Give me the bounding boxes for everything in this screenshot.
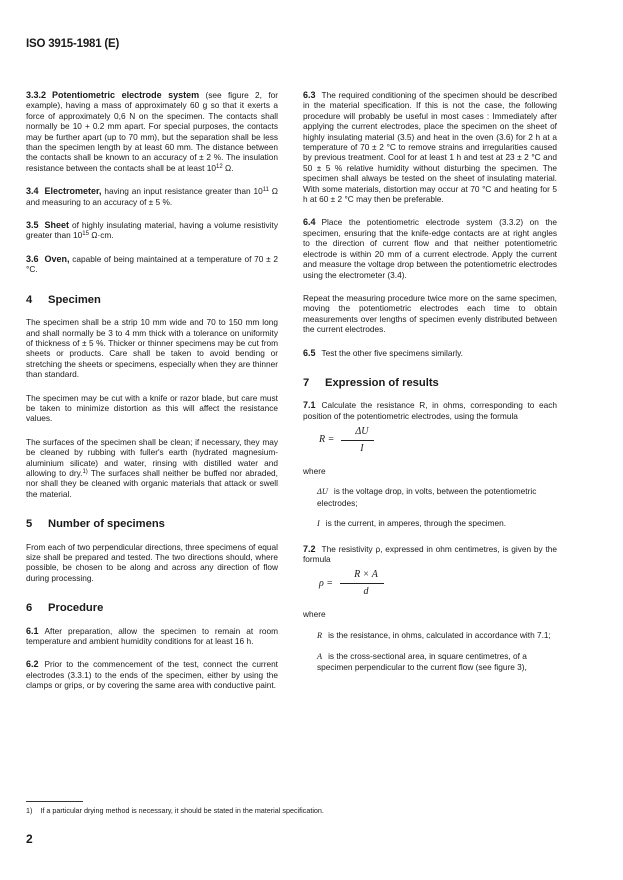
definition-a <box>317 651 557 673</box>
clause-text: Calculate the resistance R, in ohms, corresponding to each position of the potentiometric electrodes, using the formula <box>303 400 557 421</box>
clause-7-2 <box>303 544 557 565</box>
definition-text: is the resistance, in ohms, calculated in accordance with 7.1; <box>328 629 551 640</box>
clause-text: Place the potentiometric electrode system (3.3.2) on the specimen, ensuring that the knife-edge contacts are at right angles to the direction of current flow and that neither potentiometric electrode is within 20 mm of a current electrode. Apply the current and measure the voltage drop between the potentiometric electrodes using the electrometer (3.4). <box>303 217 557 280</box>
section-heading-expression-of-results <box>303 378 557 388</box>
clause-title: Potentiometric electrode system <box>52 90 200 100</box>
symbol: I <box>317 519 320 529</box>
clause-text: Ω. <box>222 162 234 173</box>
exponent: 15 <box>82 231 89 238</box>
footnote <box>26 806 324 815</box>
symbol: ΔU <box>317 487 328 497</box>
number-of-specimens-paragraph: From each of two perpendicular directions, three specimens of equal size shall be prepared and tested. The two directions should, where possible, be chosen to be along and across any direction of flow during processing. <box>26 541 278 583</box>
clause-number: 6.1 <box>26 625 39 636</box>
clause-text: The required conditioning of the specimen should be described in the material specification. If this is not the case, the following procedure will probably be useful in most cases : Immediately after applying the current electrodes, place the specimen on the sheet of highly insulating material (3.5) and heat in the oven (3.6) for 2 h at a temperature of 70 ± 2 °C to remove strains and irregularities caused by previous treatment. Cool for at least 1 h and test at 23 ± 2 °C and 50 ± 5 % relative humidity without disturbing the specimen. The specimen shall always be tested on the sheet of insulating material. With some materials, distortion may occur at 70 °C and heating for 5 h at 60 ± 2 °C may then be preferable. <box>303 90 557 205</box>
clause-text: After preparation, allow the specimen to remain at room temperature and ambient humidity conditions for at least 16 h. <box>26 625 278 647</box>
footnote-reference: 1) <box>82 468 88 475</box>
clause-7-1 <box>303 400 557 421</box>
clause-3-5 <box>26 220 278 241</box>
definition-text: is the voltage drop, in volts, between the potentiometric electrodes; <box>317 486 537 508</box>
clause-3-3-2 <box>26 90 278 173</box>
clause-number: 7.1 <box>303 400 316 411</box>
section-number: 6 <box>26 602 33 615</box>
clause-number: 3.3.2 <box>26 90 47 100</box>
specimen-paragraph-1: The specimen shall be a strip 10 mm wide and 70 to 150 mm long and shall normally be 3 to 4 mm thick with a tolerance on uniformity of thickness of ± 5 %. Thicker or thinner specimens may be cut from sheets or products. Care shall be taken to avoid bending or stretching the sheets or specimens, especially when they are thinner than standard. <box>26 317 278 380</box>
clause-number: 7.2 <box>303 543 316 554</box>
clause-title: Electrometer, <box>44 186 102 197</box>
clause-title: Oven, <box>44 253 70 264</box>
exponent: 11 <box>262 187 269 194</box>
resistance-formula <box>319 427 557 454</box>
clause-number: 3.5 <box>26 220 39 231</box>
footnote-text: If a particular drying method is necessary, it should be stated in the material specification. <box>40 806 324 815</box>
left-column <box>26 90 278 704</box>
clause-text: Prior to the commencement of the test, connect the current electrodes (3.3.1) to the ends of the specimen, either by using the clamps or grips, or by covering the same area with conductive paint. <box>26 659 278 691</box>
section-number: 5 <box>26 518 33 531</box>
resistivity-formula <box>319 570 557 597</box>
clause-text: The resistivity ρ, expressed in ohm centimetres, is given by the formula <box>303 543 557 564</box>
section-heading-procedure <box>26 603 278 613</box>
definition-i <box>317 518 557 529</box>
symbol: R <box>317 630 323 640</box>
section-title: Specimen <box>48 293 101 306</box>
specimen-paragraph-3 <box>26 437 278 499</box>
clause-text: Ω and measuring to an accuracy of ± 5 %. <box>26 186 278 207</box>
numerator: ΔU <box>341 427 374 440</box>
clause-number: 6.5 <box>303 347 316 358</box>
clause-number: 6.4 <box>303 217 316 228</box>
clause-3-4 <box>26 186 278 207</box>
clause-number: 6.3 <box>303 90 316 100</box>
numerator: R × A <box>340 570 384 583</box>
clause-title: Sheet <box>44 220 70 231</box>
fraction <box>340 570 384 597</box>
section-number: 7 <box>303 376 310 389</box>
document-header: ISO 3915-1981 (E) <box>26 38 120 50</box>
clause-6-4-paragraph-2: Repeat the measuring procedure twice more on the same specimen, moving the potentiometric electrodes each time to obtain measurements over lengths of specimen evenly distributed between the current electrodes. <box>303 292 557 335</box>
clause-text: having an input resistance greater than 10 <box>101 186 263 197</box>
clause-number: 3.4 <box>26 186 39 197</box>
section-heading-number-of-specimens <box>26 519 278 529</box>
footnote-divider <box>26 801 83 802</box>
paragraph-text: The surfaces shall neither be buffed nor abraded, nor shall they be cleaned with organic materials that attack or swell the material. <box>26 467 278 499</box>
clause-text: capable of being maintained at a temperature of 70 ± 2 °C. <box>26 253 278 275</box>
section-number: 4 <box>26 293 33 306</box>
specimen-paragraph-2: The specimen may be cut with a knife or razor blade, but care must be taken to minimize distortion as this will affect the resistance values. <box>26 392 278 424</box>
clause-6-4 <box>303 217 557 279</box>
clause-number: 6.2 <box>26 659 39 670</box>
section-title: Procedure <box>48 602 104 615</box>
right-column <box>303 90 557 683</box>
symbol: A <box>317 652 323 662</box>
definition-text: is the current, in amperes, through the specimen. <box>325 518 507 529</box>
clause-6-5 <box>303 348 557 358</box>
formula-lhs: ρ = <box>319 577 334 589</box>
where-label: where <box>303 465 326 476</box>
clause-6-2 <box>26 659 278 690</box>
section-title: Number of specimens <box>48 518 165 531</box>
formula-lhs: R = <box>319 434 335 446</box>
definition-r <box>317 630 557 641</box>
clause-text: Test the other five specimens similarly. <box>321 347 463 358</box>
definition-text: is the cross-sectional area, in square centimetres, of a specimen perpendicular to the current flow (see figure 3), <box>317 651 527 673</box>
clause-text: (see figure 2, for example), having a mass of approximately 60 g so that it exerts a force of approximately 0,6 N on the specimen. The contacts shall normally be 10 + 0.2 mm apart. For special purposes, the contacts may be further apart (up to 70 mm), but the separation shall be less than the specimen length by at least 60 mm. The distance between the contacts shall be known to an accuracy of ± 2 %. The insulation resistance between the contacts shall be at least 10 <box>26 90 278 173</box>
clause-number: 3.6 <box>26 253 39 264</box>
denominator: I <box>360 442 364 454</box>
exponent: 12 <box>216 163 223 170</box>
denominator: d <box>363 585 369 597</box>
section-title: Expression of results <box>325 376 439 389</box>
clause-text: Ω·cm. <box>88 230 114 241</box>
section-heading-specimen <box>26 295 278 305</box>
page-number: 2 <box>26 832 33 846</box>
paragraph-text: The surfaces of the specimen shall be clean; if necessary, they may be cleaned by rubbing with fuller's earth (hydrated magnesium-aluminium silicate) and water, rinsing with distilled water and allowing to dry. <box>26 436 278 478</box>
fraction <box>341 427 374 454</box>
footnote-mark: 1) <box>26 806 33 815</box>
clause-6-1 <box>26 626 278 647</box>
clause-6-3 <box>303 90 557 204</box>
clause-3-6 <box>26 254 278 275</box>
where-label: where <box>303 609 326 620</box>
definition-delta-u <box>317 486 557 508</box>
clause-text: of highly insulating material, having a volume resistivity greater than 10 <box>26 220 278 241</box>
